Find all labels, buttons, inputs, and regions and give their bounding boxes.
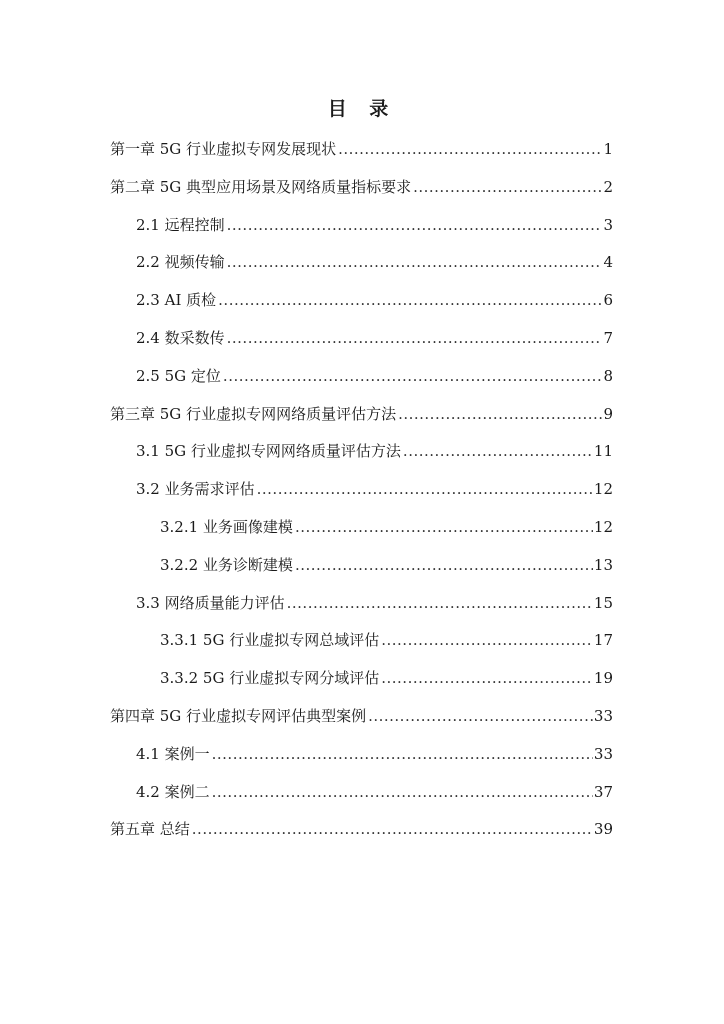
toc-entry[interactable] (110, 176, 613, 198)
toc-page-number: 4 (603, 253, 613, 272)
toc-entry[interactable] (136, 365, 613, 387)
toc-entry[interactable] (136, 214, 613, 236)
toc-entry[interactable] (160, 516, 613, 538)
toc-entry-label: 3.3.2 5G 行业虚拟专网分域评估 (160, 669, 380, 688)
toc-page-number: 3 (603, 215, 613, 234)
toc-dot-leader (227, 251, 603, 273)
toc-entry-label: 2.4 数采数传 (136, 329, 225, 347)
toc-dot-leader (381, 629, 593, 651)
toc-dot-leader (212, 743, 593, 765)
toc-entry-label: 3.3.1 5G 行业虚拟专网总域评估 (160, 631, 380, 650)
toc-dot-leader (218, 289, 602, 311)
toc-entry[interactable] (136, 440, 613, 462)
toc-dot-leader (223, 365, 603, 387)
toc-dot-leader (381, 667, 593, 689)
toc-page-number: 33 (593, 707, 613, 725)
toc-dot-leader (338, 138, 602, 160)
toc-entry-label: 第三章 5G 行业虚拟专网网络质量评估方法 (110, 404, 397, 423)
toc-entry[interactable] (136, 478, 613, 500)
toc-entry-label: 3.2.2 业务诊断建模 (160, 555, 293, 574)
toc-page-number: 17 (593, 631, 613, 650)
toc-dot-leader (227, 327, 603, 349)
toc-page-number: 11 (593, 442, 613, 461)
toc-entry-label: 4.1 案例一 (136, 744, 210, 763)
toc-entry[interactable] (136, 251, 613, 273)
toc-entry[interactable] (160, 554, 613, 576)
toc-page-number: 1 (603, 140, 613, 158)
toc-page-number: 39 (593, 820, 613, 839)
toc-dot-leader (287, 592, 593, 614)
toc-dot-leader (368, 705, 593, 727)
toc-dot-leader (212, 781, 593, 803)
toc-dot-leader (192, 818, 593, 840)
toc-page-number: 2 (603, 177, 613, 196)
toc-page-number: 13 (593, 555, 613, 574)
toc-entry[interactable] (160, 629, 613, 651)
toc-entry[interactable] (136, 743, 613, 765)
toc-page-number: 15 (593, 593, 613, 612)
toc-entry-label: 第五章 总结 (110, 820, 190, 839)
toc-entry-label: 第四章 5G 行业虚拟专网评估典型案例 (110, 707, 367, 725)
toc-entry-label: 3.2.1 业务画像建模 (160, 518, 293, 536)
toc-entry-label: 2.3 AI 质检 (136, 291, 217, 310)
toc-dot-leader (398, 403, 602, 425)
toc-page-number: 37 (593, 782, 613, 801)
toc-entry[interactable] (136, 327, 613, 349)
toc-dot-leader (257, 478, 593, 500)
toc-dot-leader (413, 176, 602, 198)
toc-page-number: 8 (603, 366, 613, 385)
toc-dot-leader (295, 554, 593, 576)
toc-entry[interactable] (136, 289, 613, 311)
toc-page-number: 19 (593, 669, 613, 688)
toc-entry-label: 3.2 业务需求评估 (136, 480, 255, 499)
toc-title: 目 录 (327, 98, 397, 120)
toc-entry-label: 3.3 网络质量能力评估 (136, 593, 285, 612)
toc-dot-leader (403, 440, 593, 462)
toc-entry[interactable] (110, 818, 613, 840)
toc-entry[interactable] (136, 781, 613, 803)
toc-entry-label: 4.2 案例二 (136, 782, 210, 801)
toc-entry[interactable] (110, 705, 613, 727)
toc-dot-leader (295, 516, 593, 538)
toc-entry[interactable] (110, 138, 613, 160)
toc-page-number: 7 (603, 329, 613, 347)
toc-page-number: 12 (593, 518, 613, 536)
toc-entry[interactable] (110, 403, 613, 425)
toc-entry[interactable] (160, 667, 613, 689)
toc-page-number: 9 (603, 404, 613, 423)
toc-entry-label: 第一章 5G 行业虚拟专网发展现状 (110, 140, 337, 158)
toc-page-number: 12 (593, 480, 613, 499)
toc-entry[interactable] (136, 592, 613, 614)
toc-dot-leader (227, 214, 603, 236)
toc-entry-label: 2.5 5G 定位 (136, 366, 221, 385)
toc-entry-label: 第二章 5G 典型应用场景及网络质量指标要求 (110, 177, 412, 196)
toc-page-number: 33 (593, 744, 613, 763)
toc-entry-label: 2.2 视频传输 (136, 253, 225, 272)
toc-entry-label: 3.1 5G 行业虚拟专网网络质量评估方法 (136, 442, 401, 461)
toc-page-number: 6 (603, 291, 613, 310)
toc-entry-label: 2.1 远程控制 (136, 215, 225, 234)
